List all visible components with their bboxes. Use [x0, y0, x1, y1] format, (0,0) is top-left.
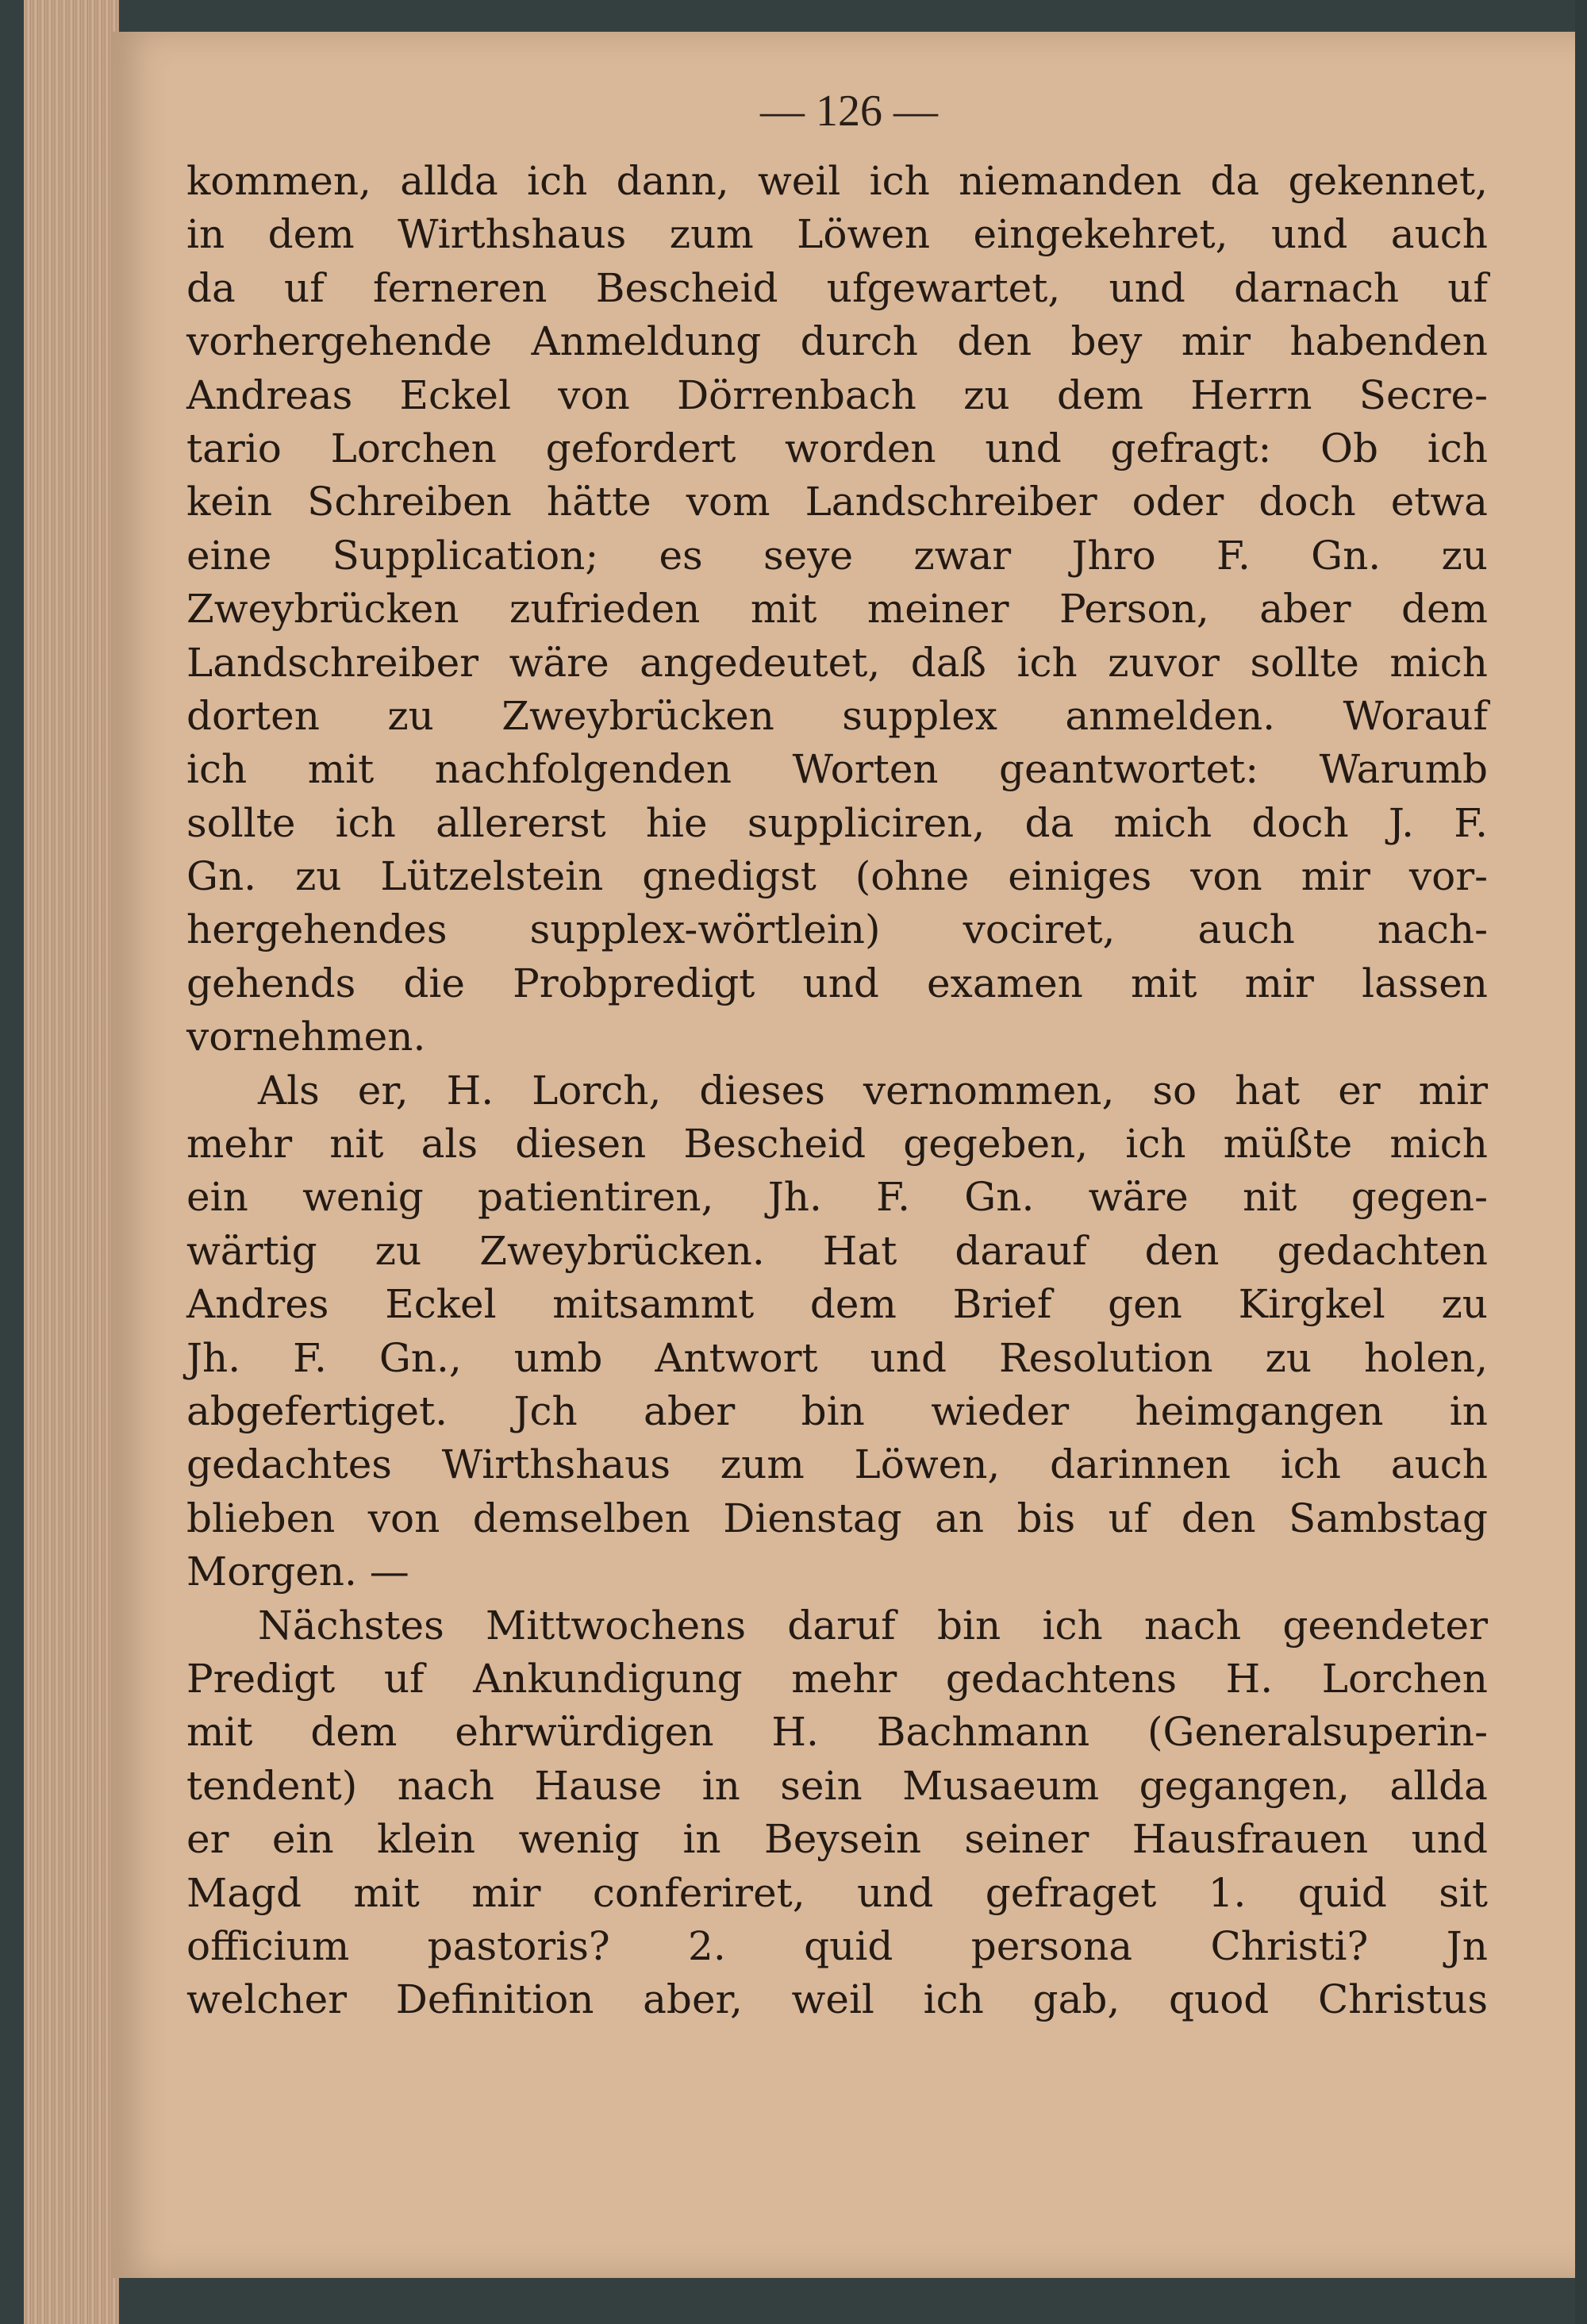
text-line: sollte ich allererst hie suppliciren, da mich doch J. F. [186, 799, 1488, 846]
text-line: Magd mit mir conferiret, und gefraget 1. quid sit [186, 1869, 1488, 1916]
text-line: Landschreiber wäre angedeutet, daß ich zuvor sollte mich [186, 639, 1488, 686]
right-margin-strip [1575, 0, 1587, 2324]
page-number: — 126 — [760, 87, 938, 136]
text-line: mehr nit als diesen Bescheid gegeben, ich müßte mich [186, 1121, 1488, 1168]
text-line: Predigt uf Ankundigung mehr gedachtens H. Lorchen [186, 1655, 1488, 1702]
page-edges [24, 0, 119, 2324]
text-line: Andreas Eckel von Dörrenbach zu dem Herrn Secre- [186, 371, 1488, 418]
text-line: Zweybrücken zufrieden mit meiner Person, aber dem [186, 586, 1488, 633]
text-line: da uf ferneren Bescheid ufgewartet, und darnach uf [186, 264, 1488, 311]
text-line: officium pastoris? 2. quid persona Christi? Jn [186, 1922, 1488, 1969]
text-line: Jh. F. Gn., umb Antwort und Resolution zu holen, [186, 1334, 1488, 1381]
text-line: kein Schreiben hätte vom Landschreiber oder doch etwa [186, 479, 1488, 525]
text-line: Als er, H. Lorch, dieses vernommen, so hat er mir [258, 1067, 1488, 1114]
text-line: tendent) nach Hause in sein Musaeum gegangen, allda [186, 1762, 1488, 1809]
text-line: ich mit nachfolgenden Worten geantwortet: Warumb [186, 746, 1488, 793]
text-line: vorhergehende Anmeldung durch den bey mir habenden [186, 318, 1488, 365]
text-line: gedachtes Wirthshaus zum Löwen, darinnen ich auch [186, 1441, 1488, 1488]
text-line: tario Lorchen gefordert worden und gefragt: Ob ich [186, 425, 1488, 471]
text-line: wärtig zu Zweybrücken. Hat darauf den gedachten [186, 1227, 1488, 1274]
text-line: eine Supplication; es seye zwar Jhro F. Gn. zu [186, 532, 1488, 579]
text-line: Andres Eckel mitsammt dem Brief gen Kirgkel zu [186, 1281, 1488, 1328]
text-line: blieben von demselben Dienstag an bis uf den Sambstag [186, 1495, 1488, 1541]
text-line: er ein klein wenig in Beysein seiner Hausfrauen und [186, 1816, 1488, 1863]
text-line: mit dem ehrwürdigen H. Bachmann (Generalsuperin- [186, 1709, 1488, 1756]
text-line: Nächstes Mittwochens daruf bin ich nach geendeter [258, 1602, 1488, 1649]
text-line: dorten zu Zweybrücken supplex anmelden. Worauf [186, 692, 1488, 739]
text-line: abgefertiget. Jch aber bin wieder heimgangen in [186, 1387, 1488, 1434]
text-line: hergehendes supplex-wörtlein) vociret, auch nach- [186, 906, 1488, 953]
text-line: welcher Definition aber, weil ich gab, quod Christus [186, 1976, 1488, 2023]
text-line: vornehmen. [186, 1014, 426, 1060]
text-line: Gn. zu Lützelstein gnedigst (ohne einiges von mir vor- [186, 853, 1488, 900]
text-line: kommen, allda ich dann, weil ich niemanden da gekennet, [186, 158, 1488, 204]
text-line: Morgen. — [186, 1549, 409, 1595]
page-body-text [186, 155, 1488, 2027]
text-line: in dem Wirthshaus zum Löwen eingekehret, und auch [186, 211, 1488, 258]
text-line: gehends die Probpredigt und examen mit mir lassen [186, 960, 1488, 1006]
text-line: ein wenig patientiren, Jh. F. Gn. wäre nit gegen- [186, 1174, 1488, 1221]
